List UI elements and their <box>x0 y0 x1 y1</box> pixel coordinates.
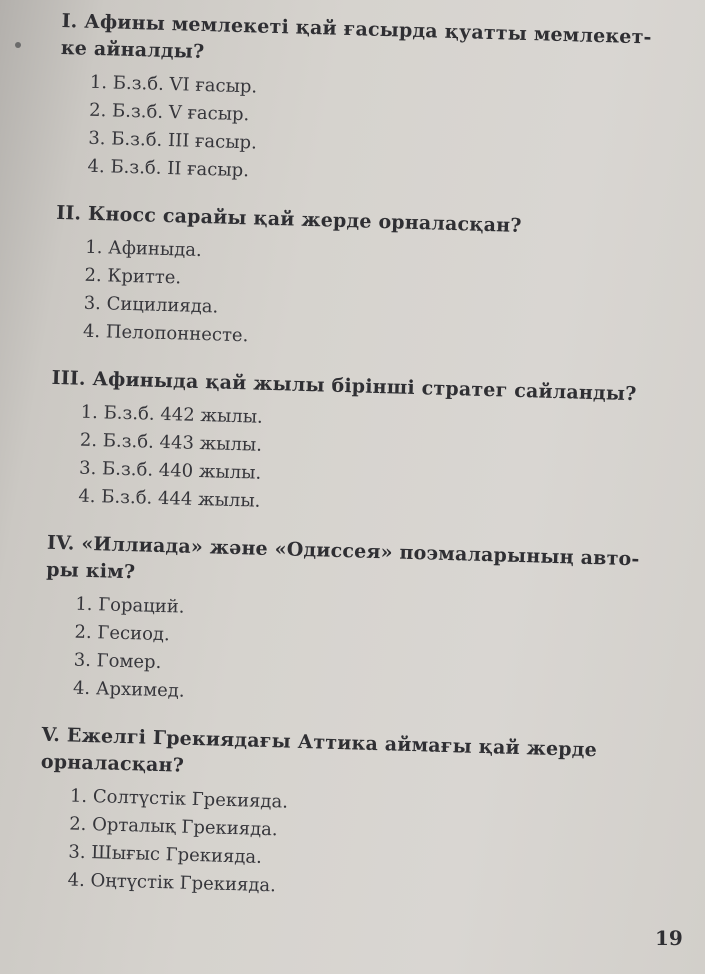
options-list <box>57 68 672 197</box>
question-5 <box>37 722 654 911</box>
option: 4. Архимед. <box>72 677 185 702</box>
options-list <box>37 782 652 911</box>
question-4 <box>43 530 660 719</box>
option: 2. Орталық Грекияда. <box>68 813 278 841</box>
option: 3. Гомер. <box>73 649 162 674</box>
page-number: 19 <box>655 926 683 950</box>
question-2 <box>53 200 669 362</box>
option: 3. Б.з.б. III ғасыр. <box>88 127 258 154</box>
question-list <box>37 8 674 911</box>
option: 1. Б.з.б. VI ғасыр. <box>89 71 258 98</box>
option: 2. Б.з.б. 443 жылы. <box>79 429 263 456</box>
options-list <box>48 398 663 527</box>
option: 4. Пелопоннесте. <box>82 320 249 347</box>
option: 2. Гесиод. <box>74 621 171 646</box>
margin-mark <box>15 42 21 48</box>
question-text: III. Афиныда қай жылы бірінші стратег сайланды? <box>51 366 637 406</box>
option: 2. Критте. <box>84 264 182 289</box>
option: 3. Сицилияда. <box>83 292 219 318</box>
question-text: IV. «Иллиада» және «Одиссея» поэмаларының авто-ры кім? <box>46 531 640 584</box>
option: 3. Б.з.б. 440 жылы. <box>78 457 262 484</box>
question-text: V. Ежелгі Грекиядағы Аттика аймағы қай жерде орналасқан? <box>40 723 598 777</box>
options-list <box>43 590 658 719</box>
question-text: II. Кносс сарайы қай жерде орналасқан? <box>55 201 522 237</box>
question-3 <box>48 365 664 527</box>
option: 1. Солтүстік Грекияда. <box>69 785 289 813</box>
option: 2. Б.з.б. V ғасыр. <box>88 99 250 126</box>
question-1 <box>57 8 674 197</box>
options-list <box>53 233 668 362</box>
option: 1. Гораций. <box>75 593 185 618</box>
option: 4. Б.з.б. 444 жылы. <box>78 485 261 512</box>
question-text: I. Афины мемлекеті қай ғасырда қуатты мемлекет-ке айналды? <box>60 9 652 63</box>
option: 4. Оңтүстік Грекияда. <box>67 869 277 897</box>
option: 1. Афиныда. <box>85 236 203 261</box>
option: 3. Шығыс Грекияда. <box>68 841 263 868</box>
option: 4. Б.з.б. II ғасыр. <box>87 155 250 182</box>
option: 1. Б.з.б. 442 жылы. <box>80 401 264 428</box>
